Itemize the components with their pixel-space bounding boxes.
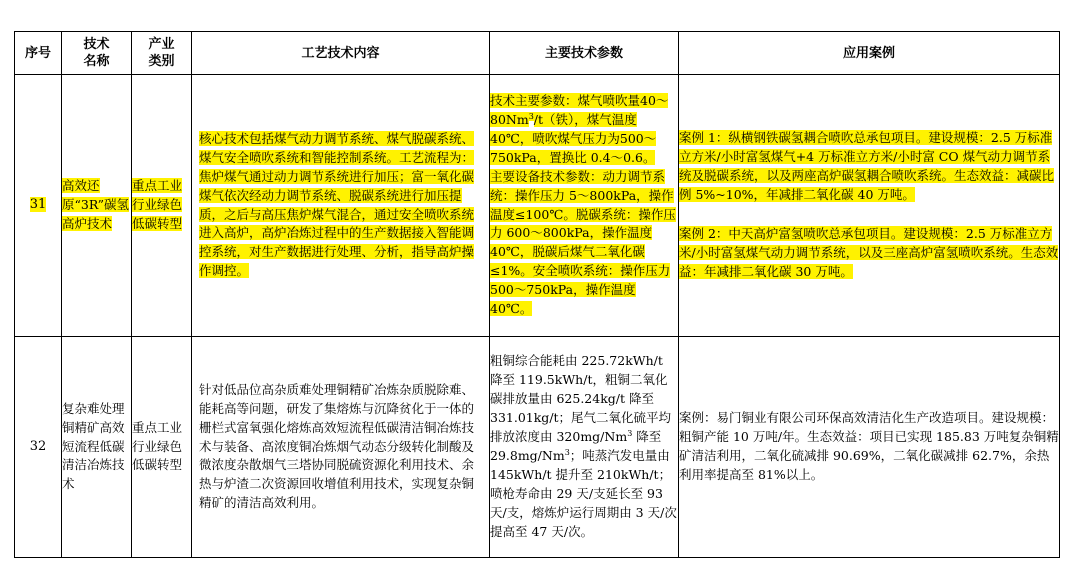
header-index: 序号 bbox=[15, 32, 62, 75]
header-row bbox=[15, 32, 1060, 75]
row-industry: 重点工业行业绿色低碳转型 bbox=[132, 337, 192, 558]
row-params-text-c: 主要设备技术参数：动力调节系统：操作压力 5～800kPa，操作温度≤100℃。脱碳系统：操作压力 600～800kPa，操作温度40℃，脱碳后煤气二氧化碳≤1%。安全喷吹系统：操作压力 500～750kPa，操作温度 40℃。 bbox=[490, 168, 676, 317]
row-params-text-a: 粗铜综合能耗由 225.72kWh/t 降至 119.5kWh/t，粗铜二氧化碳排放量由 625.24kg/t 降至 331.01kg/t；尾气二氧化硫平均排放浓度由 320mg/Nm bbox=[490, 353, 672, 445]
header-cases: 应用案例 bbox=[679, 32, 1060, 75]
row-params-sup: 3 bbox=[627, 428, 633, 438]
table-row bbox=[15, 75, 1060, 337]
row-tech-name: 复杂难处理铜精矿高效短流程低碳清洁冶炼技术 bbox=[62, 337, 132, 558]
table-row bbox=[15, 337, 1060, 558]
row-case-2: 案例 2：中天高炉富氢喷吹总承包项目。建设规模：2.5 万标准立方米/小时富氢煤气动力调节系统，以及三座高炉富氢喷吹系统。生态效益：年减排二氧化碳 30 万吨。 bbox=[679, 225, 1059, 279]
row-case-1: 案例 1：纵横钢铁碳氢耦合喷吹总承包项目。建设规模：2.5 万标准立方米/小时富氢煤气+4 万标准立方米/小时富 CO 煤气动力调节系统及脱碳系统，以及两座高炉碳氢耦合喷吹系统。生态效益：减碳比例 5%~10%，年减排二氧化碳 40 万吨。 bbox=[679, 130, 1055, 203]
row-tech-name-text: 高效还原“3R”碳氢高炉技术 bbox=[62, 178, 129, 231]
row-index-text: 31 bbox=[29, 197, 47, 213]
row-case-1: 案例：易门铜业有限公司环保高效清洁化生产改造项目。建设规模：粗铜产能 10 万吨/年。生态效益：项目已实现 185.83 万吨复杂铜精矿清洁利用，二氧化硫减排 90.69%，二氧化碳减排 62.7%，余热利用率提高至 81%以上。 bbox=[679, 410, 1059, 482]
row-content bbox=[192, 75, 490, 337]
row-cases bbox=[679, 75, 1060, 337]
row-params-text-b: /t（铁），煤气温度 40℃，喷吹煤气压力为500～750kPa，置换比 0.4～0.6。 bbox=[490, 111, 657, 165]
row-tech-name bbox=[62, 75, 132, 337]
header-tech-name-line1: 技术 bbox=[83, 37, 110, 52]
header-content: 工艺技术内容 bbox=[192, 32, 490, 75]
row-params-text-c: ；吨蒸汽发电量由 145kWh/t 提升至 210kWh/t；喷枪寿命由 29 天/支延长至 93 天/支，熔炼炉运行周期由 3 天/次提高至 47 天/次。 bbox=[490, 448, 677, 539]
row-params bbox=[490, 75, 679, 337]
row-cases bbox=[679, 337, 1060, 558]
row-content: 针对低品位高杂质难处理铜精矿冶炼杂质脱除难、能耗高等问题，研发了集熔炼与沉降贫化于一体的栅栏式富氧强化熔炼高效短流程低碳清洁铜冶炼技术与装备、高浓度铜冶炼烟气动态分级转化制酸及微浓度杂散烟气三塔协同脱硫资源化利用技术、余热与炉渣二次资源回收增值利用技术，实现复杂铜精矿的清洁高效利用。 bbox=[192, 337, 490, 558]
header-tech-name-line2: 名称 bbox=[83, 54, 110, 69]
header-tech-name bbox=[62, 32, 132, 75]
row-params-sup: 3 bbox=[528, 111, 534, 121]
header-params: 主要技术参数 bbox=[490, 32, 679, 75]
header-industry-line1: 产业 bbox=[148, 37, 175, 52]
row-index: 32 bbox=[15, 337, 62, 558]
row-params-text-a: 技术主要参数：煤气喷吹量40～80Nm bbox=[490, 93, 669, 127]
technology-table bbox=[14, 31, 1060, 558]
header-industry-line2: 类别 bbox=[148, 54, 175, 69]
header-industry bbox=[132, 32, 192, 75]
row-params-text-b: 降至 29.8mg/Nm bbox=[490, 429, 662, 463]
row-params-sup-2: 3 bbox=[564, 447, 570, 457]
row-index bbox=[15, 75, 62, 337]
row-industry bbox=[132, 75, 192, 337]
row-params bbox=[490, 337, 679, 558]
row-content-text: 核心技术包括煤气动力调节系统、煤气脱碳系统、煤气安全喷吹系统和智能控制系统。工艺流程为：焦炉煤气通过动力调节系统进行加压；富一氧化碳煤气依次经动力调节系统、脱碳系统进行加压提质，之后与高压焦炉煤气混合，通过安全喷吹系统进入高炉，高炉冶炼过程中的生产数据接入智能调控系统，对生产数据进行处理、分析，指导高炉操作调控。 bbox=[199, 130, 475, 279]
row-industry-text: 重点工业行业绿色低碳转型 bbox=[132, 178, 183, 231]
